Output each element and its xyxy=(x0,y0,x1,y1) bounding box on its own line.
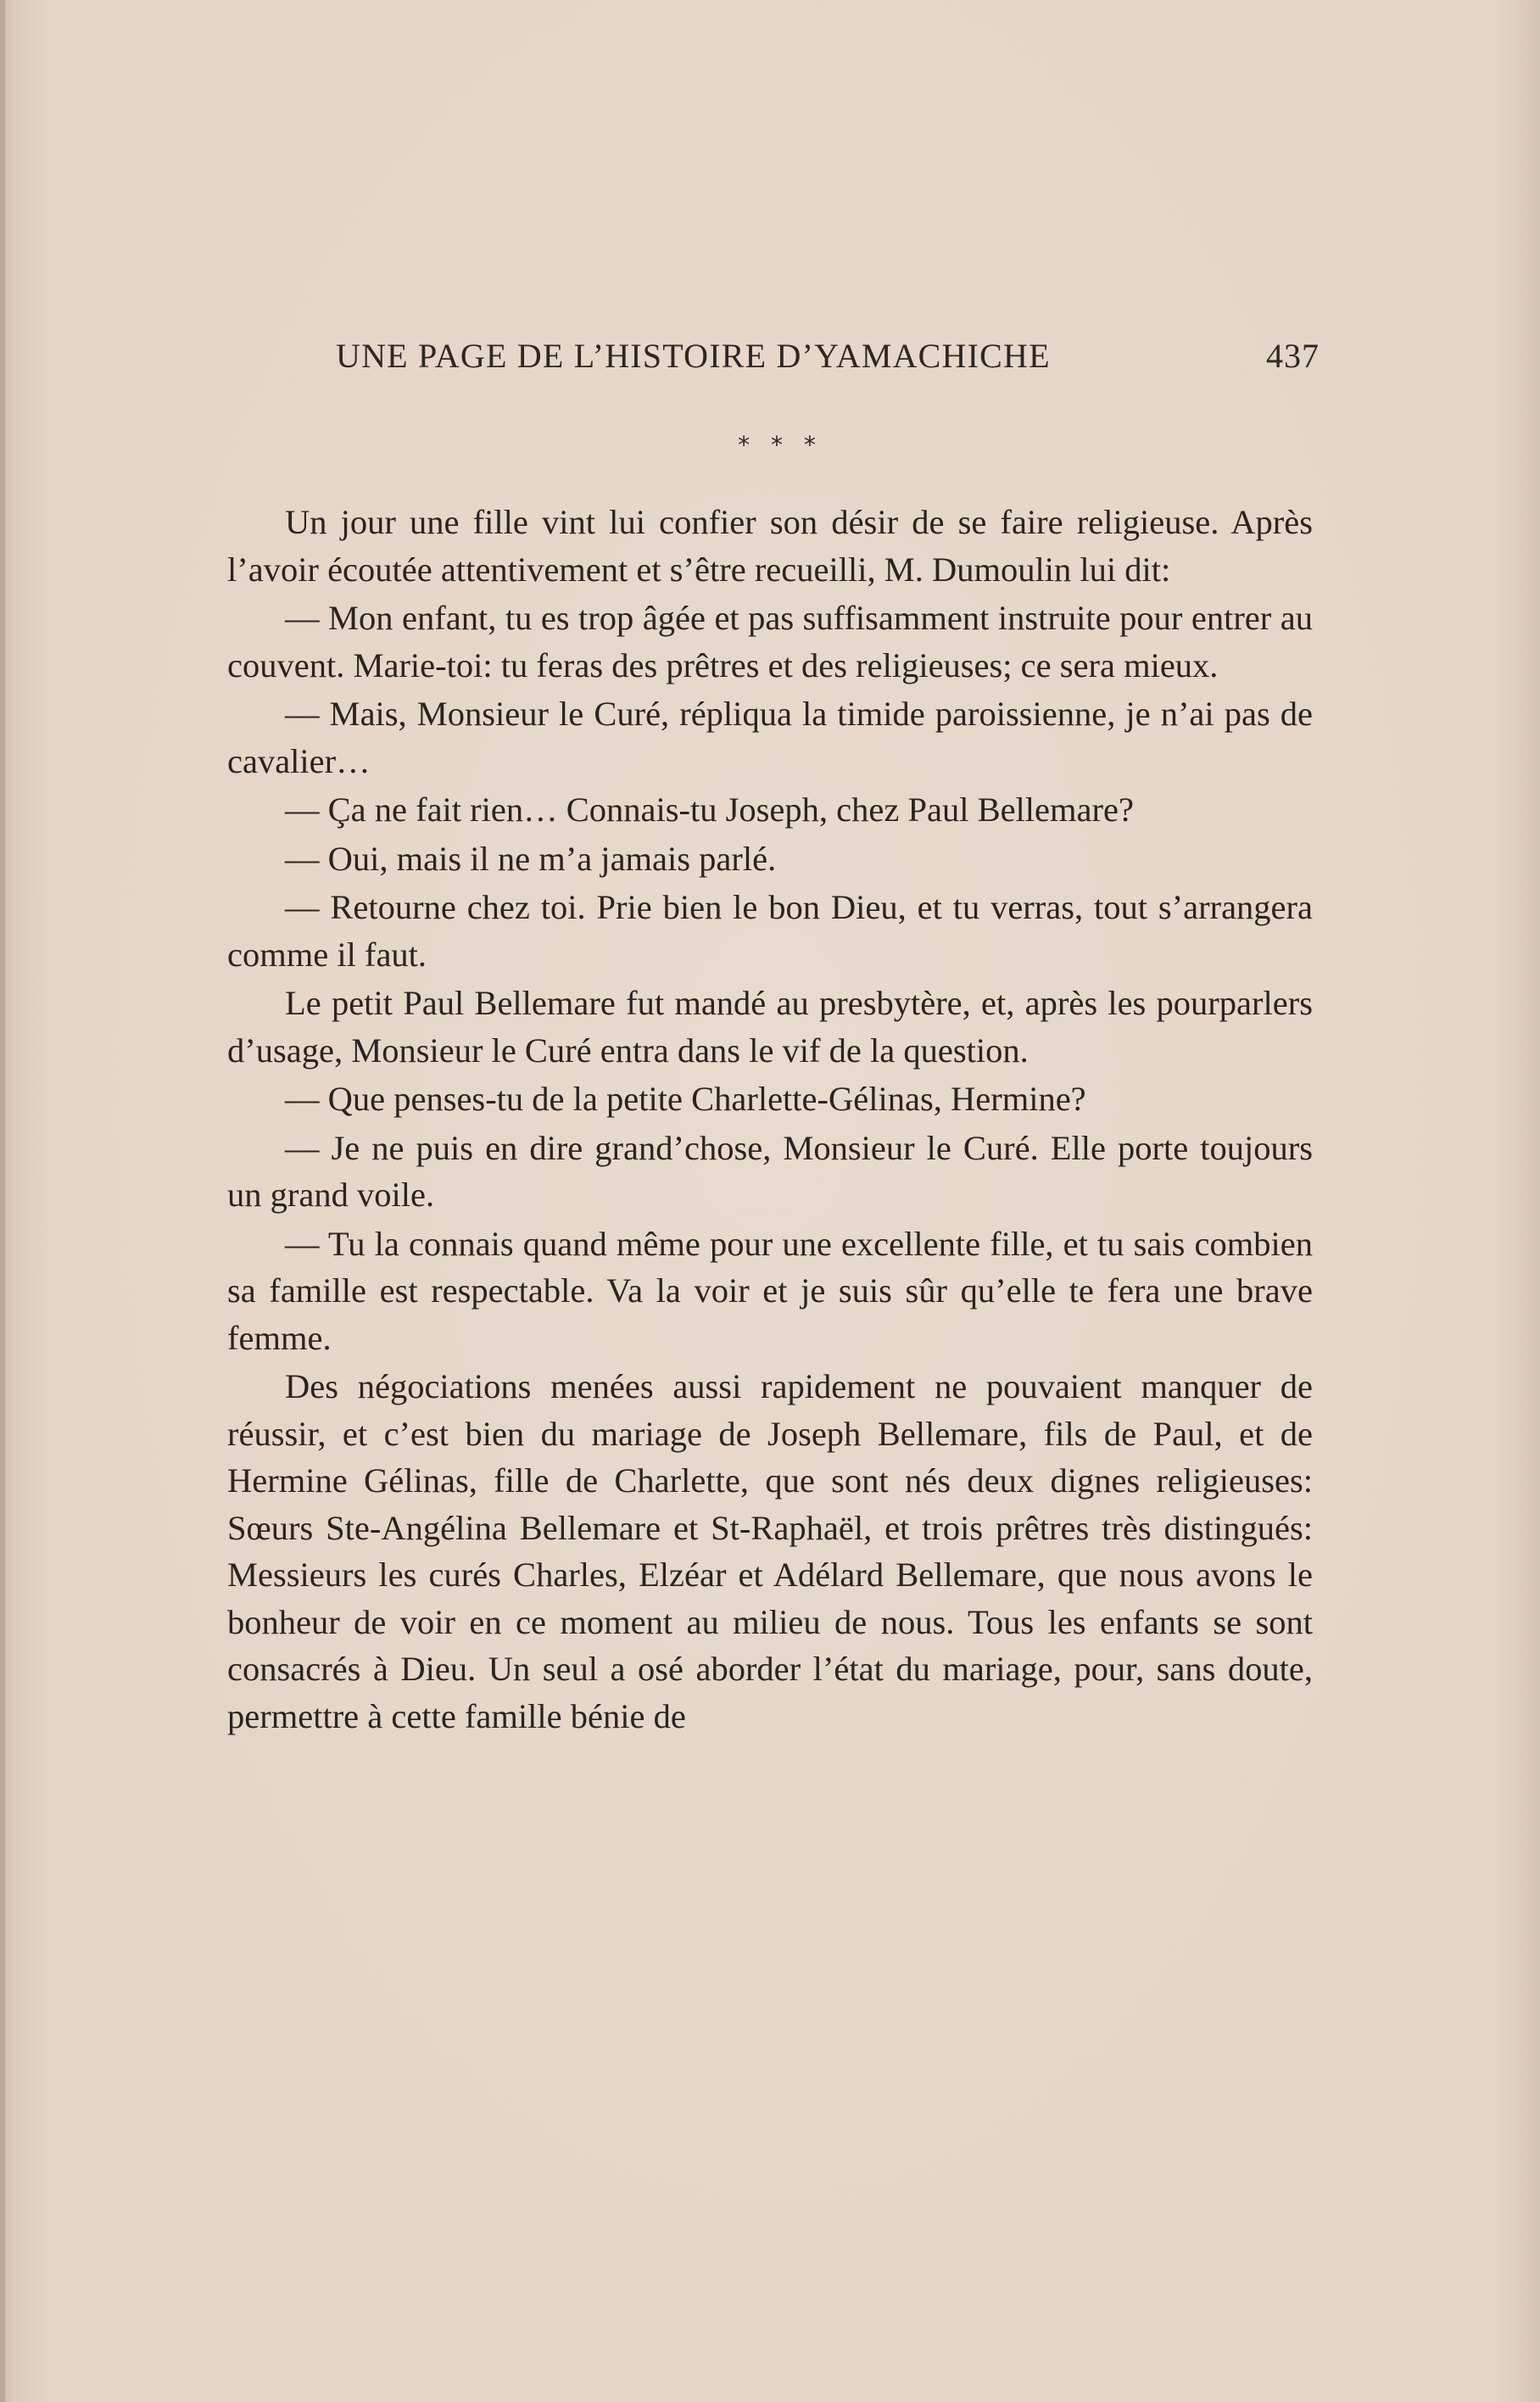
page-spine-edge xyxy=(0,0,5,2402)
body-text xyxy=(227,499,1313,1741)
dialogue-line: — Mon enfant, tu es trop âgée et pas suffisamment instruite pour entrer au couvent. Marie-toi: tu feras des prêtres et des religieuses; ce sera mieux. xyxy=(227,599,1313,684)
dialogue-line: — Je ne puis en dire grand’chose, Monsieur le Curé. Elle porte toujours un grand voile. xyxy=(227,1128,1313,1214)
dialogue-line: — Oui, mais il ne m’a jamais parlé. xyxy=(285,839,777,878)
running-title: UNE PAGE DE L’HISTOIRE D’YAMACHICHE xyxy=(336,337,1051,375)
dialogue-line: — Tu la connais quand même pour une excellente fille, et tu sais combien sa famille est respectable. Va la voir et je suis sûr qu’elle te fera une brave femme. xyxy=(227,1224,1313,1357)
dialogue-line: — Ça ne fait rien… Connais-tu Joseph, chez Paul Bellemare? xyxy=(285,790,1134,829)
paragraph: Un jour une fille vint lui confier son désir de se faire religieuse. Après l’avoir écoutée attentivement et s’être recueilli, M. Dumoulin lui dit: xyxy=(227,503,1313,589)
paragraph: Des négociations menées aussi rapidement ne pouvaient manquer de réussir, et c’est bien du mariage de Joseph Bellemare, fils de Paul, et de Hermine Gélinas, fille de Charlette, que sont nés deux dignes religieuses: Sœurs Ste-Angélina Bellemare et St-Raphaël, et trois prêtres très distingués: Messieurs les curés Charles, Elzéar et Adélard Bellemare, que nous avons le bonheur de voir en ce moment au milieu de nous. Tous les enfants se sont consacrés à Dieu. Un seul a osé aborder l’état du mariage, pour, sans doute, permettre à cette famille bénie de xyxy=(227,1367,1313,1735)
dialogue-line: — Mais, Monsieur le Curé, répliqua la timide paroissienne, je n’ai pas de cavalier… xyxy=(227,695,1313,780)
page-number: 437 xyxy=(1266,337,1320,375)
dialogue-line: — Que penses-tu de la petite Charlette-Gélinas, Hermine? xyxy=(285,1080,1086,1118)
section-break-asterisks: * * * xyxy=(738,431,823,459)
paragraph: Le petit Paul Bellemare fut mandé au presbytère, et, après les pourparlers d’usage, Monsieur le Curé entra dans le vif de la question. xyxy=(227,984,1313,1070)
dialogue-line: — Retourne chez toi. Prie bien le bon Dieu, et tu verras, tout s’arrangera comme il faut. xyxy=(227,888,1313,974)
running-head xyxy=(336,336,1320,387)
